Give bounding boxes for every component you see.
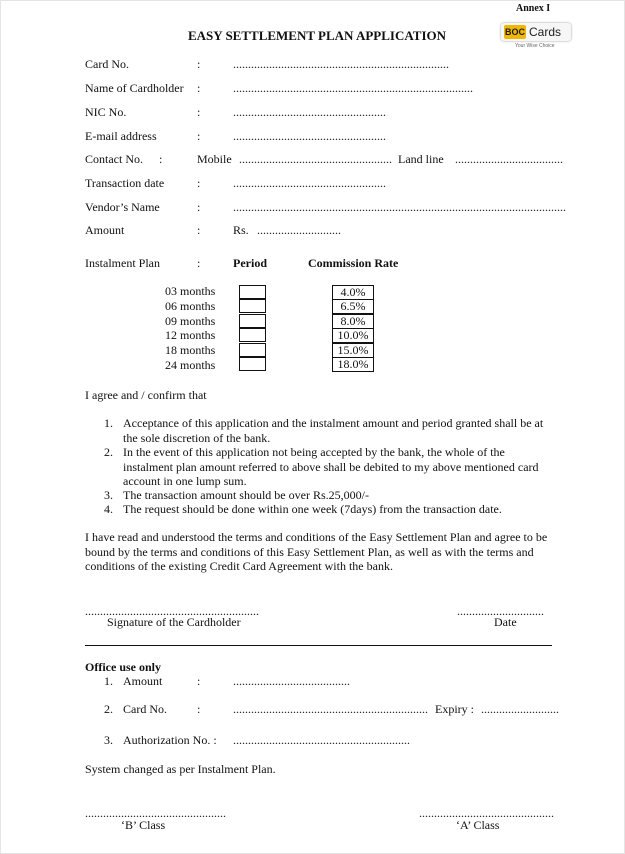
- authorization-label: Authorization No. :: [123, 733, 217, 747]
- a-class-label: ‘A’ Class: [456, 818, 500, 832]
- b-class-label: ‘B’ Class: [121, 818, 166, 832]
- cards-logo-text: Cards: [529, 25, 562, 39]
- declaration-text: I have read and understood the terms and conditions of the Easy Settlement Plan and agree to be bound by the terms and conditions of this Easy Settlement Plan, as well as with the terms and conditions of the existing Credit Card Agreement with the bank.: [85, 530, 548, 573]
- office-amount-field[interactable]: .......................................: [233, 674, 350, 688]
- transaction-date-colon: :: [197, 176, 201, 190]
- expiry-label: Expiry :: [435, 702, 474, 716]
- landline-label: Land line: [398, 152, 444, 166]
- vendor-label: Vendor’s Name: [85, 200, 160, 214]
- boc-cards-logo: [501, 23, 575, 53]
- mobile-field[interactable]: ...................................................: [239, 152, 392, 166]
- office-card-number: 2.: [104, 702, 113, 716]
- cardholder-field[interactable]: ................................................................................: [233, 81, 473, 95]
- vendor-field[interactable]: ...............................................................................................................: [233, 200, 566, 214]
- authorization-number: 3.: [104, 733, 113, 747]
- office-use-heading: Office use only: [85, 660, 161, 674]
- transaction-date-field[interactable]: ...................................................: [233, 176, 386, 190]
- vendor-colon: :: [197, 200, 201, 214]
- authorization-field[interactable]: ...........................................................: [233, 733, 410, 747]
- email-label: E-mail address: [85, 129, 157, 143]
- plan-period: 06 months: [165, 299, 216, 313]
- expiry-field[interactable]: ..........................: [481, 702, 559, 716]
- date-field[interactable]: .............................: [457, 604, 544, 618]
- plan-rate: 8.0%: [332, 314, 374, 329]
- period-header: Period: [233, 256, 267, 270]
- amount-colon: :: [197, 223, 201, 237]
- plan-checkbox[interactable]: [239, 314, 266, 328]
- card-no-label: Card No.: [85, 57, 129, 71]
- plan-period: 12 months: [165, 328, 216, 342]
- office-amount-colon: :: [197, 674, 201, 688]
- b-class-field[interactable]: ...............................................: [85, 806, 226, 820]
- cardholder-label: Name of Cardholder: [85, 81, 184, 95]
- transaction-date-label: Transaction date: [85, 176, 165, 190]
- amount-prefix: Rs.: [233, 223, 249, 237]
- section-divider: [85, 645, 552, 646]
- plan-period: 03 months: [165, 284, 216, 298]
- plan-period: 09 months: [165, 314, 216, 328]
- plan-rate: 15.0%: [332, 343, 374, 358]
- amount-field[interactable]: ............................: [257, 223, 341, 237]
- signature-field[interactable]: ..........................................................: [85, 604, 259, 618]
- office-card-field[interactable]: .................................................................: [233, 702, 428, 716]
- term-text: Acceptance of this application and the instalment amount and period granted shall be at the sole discretion of the bank.: [123, 416, 544, 445]
- plan-period: 24 months: [165, 358, 216, 372]
- term-number: 4.: [104, 502, 113, 516]
- signature-label: Signature of the Cardholder: [107, 615, 241, 629]
- amount-label: Amount: [85, 223, 125, 237]
- landline-field[interactable]: ....................................: [455, 152, 563, 166]
- term-number: 3.: [104, 488, 113, 502]
- contact-colon: :: [159, 152, 163, 166]
- commission-rate-header: Commission Rate: [308, 256, 399, 270]
- agree-heading: I agree and / confirm that: [85, 388, 207, 402]
- form-title: EASY SETTLEMENT PLAN APPLICATION: [188, 28, 447, 43]
- email-field[interactable]: ...................................................: [233, 129, 386, 143]
- email-colon: :: [197, 129, 201, 143]
- date-label: Date: [494, 615, 517, 629]
- plan-rate: 4.0%: [332, 285, 374, 300]
- term-text: In the event of this application not being accepted by the bank, the whole of the instalment plan amount referred to above shall be debited to my above mentioned card account in one lump sum.: [123, 445, 539, 488]
- office-card-label: Card No.: [123, 702, 167, 716]
- term-number: 1.: [104, 416, 113, 430]
- contact-label: Contact No.: [85, 152, 143, 166]
- office-card-colon: :: [197, 702, 201, 716]
- plan-rate: 18.0%: [332, 357, 374, 372]
- plan-period: 18 months: [165, 343, 216, 357]
- cardholder-colon: :: [197, 81, 201, 95]
- term-text: The request should be done within one week (7days) from the transaction date.: [123, 502, 502, 516]
- nic-colon: :: [197, 105, 201, 119]
- mobile-label: Mobile: [197, 152, 232, 166]
- plan-rate: 10.0%: [332, 328, 374, 343]
- boc-logo-badge: BOC: [505, 27, 525, 37]
- office-amount-label: Amount: [123, 674, 163, 688]
- plan-checkbox[interactable]: [239, 343, 266, 357]
- plan-checkbox[interactable]: [239, 285, 266, 299]
- logo-tagline: Your Wise Choice: [515, 43, 555, 49]
- instalment-plan-label: Instalment Plan: [85, 256, 160, 270]
- nic-field[interactable]: ...................................................: [233, 105, 386, 119]
- plan-checkbox[interactable]: [239, 299, 266, 313]
- annex-label: Annex I: [516, 3, 551, 14]
- a-class-field[interactable]: .............................................: [419, 806, 554, 820]
- term-number: 2.: [104, 445, 113, 459]
- card-no-field[interactable]: ........................................................................: [233, 57, 449, 71]
- system-changed-text: System changed as per Instalment Plan.: [85, 762, 276, 776]
- instalment-plan-colon: :: [197, 256, 201, 270]
- plan-rate: 6.5%: [332, 299, 374, 314]
- plan-checkbox[interactable]: [239, 357, 266, 371]
- plan-checkbox[interactable]: [239, 328, 266, 342]
- term-text: The transaction amount should be over Rs.25,000/-: [123, 488, 369, 502]
- nic-label: NIC No.: [85, 105, 127, 119]
- card-no-colon: :: [197, 57, 201, 71]
- office-amount-number: 1.: [104, 674, 113, 688]
